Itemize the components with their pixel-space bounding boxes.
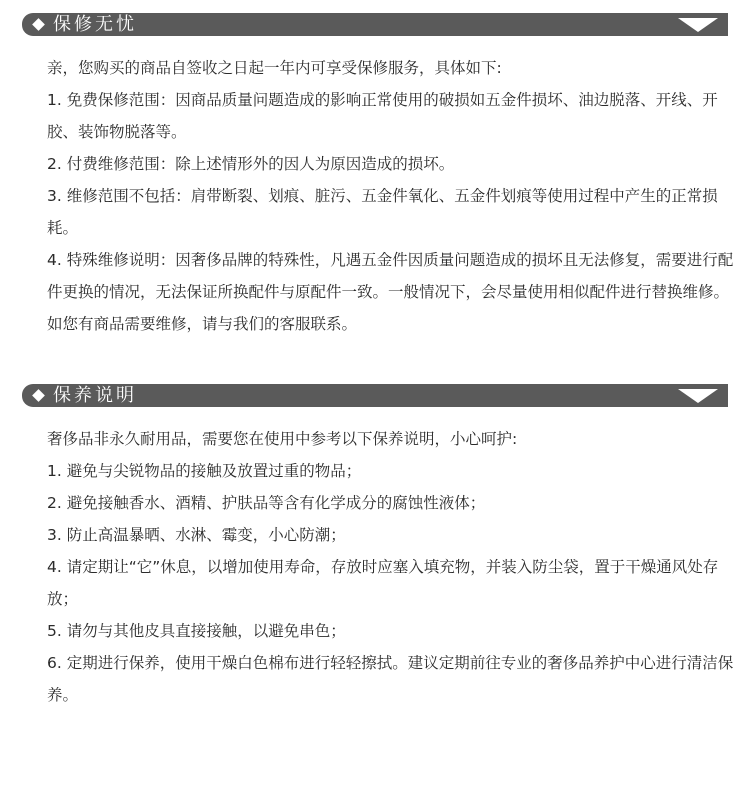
care-section-header bbox=[22, 384, 728, 407]
diamond-icon bbox=[32, 18, 45, 31]
warranty-section-header bbox=[22, 13, 728, 36]
warranty-section-title bbox=[22, 13, 137, 36]
warranty-item-2: 2. 付费维修范围：除上述情形外的因人为原因造成的损坏。 bbox=[47, 155, 455, 173]
care-title-text: 保养说明 bbox=[53, 385, 137, 406]
care-item-1: 1. 避免与尖锐物品的接触及放置过重的物品； bbox=[47, 462, 362, 480]
warranty-item-3: 3. 维修范围不包括：肩带断裂、划痕、脏污、五金件氧化、五金件划痕等使用过程中产生的正常损耗。 bbox=[47, 187, 718, 237]
care-item-3: 3. 防止高温暴晒、水淋、霉变，小心防潮； bbox=[47, 526, 346, 544]
chevron-down-icon[interactable] bbox=[678, 18, 718, 32]
care-item-6: 6. 定期进行保养，使用干燥白色棉布进行轻轻擦拭。建议定期前往专业的奢侈品养护中心进行清洁保养。 bbox=[47, 654, 734, 704]
warranty-title-text: 保修无忧 bbox=[53, 14, 137, 35]
care-content bbox=[47, 423, 735, 711]
chevron-down-icon[interactable] bbox=[678, 389, 718, 403]
warranty-contact: 如您有商品需要维修，请与我们的客服联系。 bbox=[47, 315, 358, 333]
care-intro: 奢侈品非永久耐用品，需要您在使用中参考以下保养说明，小心呵护: bbox=[47, 430, 518, 448]
care-item-4: 4. 请定期让“它”休息，以增加使用寿命，存放时应塞入填充物，并装入防尘袋，置于干燥通风处存放； bbox=[47, 558, 719, 608]
care-item-2: 2. 避免接触香水、酒精、护肤品等含有化学成分的腐蚀性液体； bbox=[47, 494, 486, 512]
warranty-content bbox=[47, 52, 735, 340]
diamond-icon bbox=[32, 389, 45, 402]
warranty-item-1: 1. 免费保修范围：因商品质量问题造成的影响正常使用的破损如五金件损坏、油边脱落、开线、开胶、装饰物脱落等。 bbox=[47, 91, 718, 141]
care-item-5: 5. 请勿与其他皮具直接接触，以避免串色； bbox=[47, 622, 346, 640]
care-section-title bbox=[22, 384, 137, 407]
warranty-intro: 亲，您购买的商品自签收之日起一年内可享受保修服务，具体如下: bbox=[47, 59, 502, 77]
warranty-item-4: 4. 特殊维修说明：因奢侈品牌的特殊性，凡遇五金件因质量问题造成的损坏且无法修复，需要进行配件更换的情况，无法保证所换配件与原配件一致。一般情况下，会尽量使用相似配件进行替换维修。 bbox=[47, 251, 734, 301]
